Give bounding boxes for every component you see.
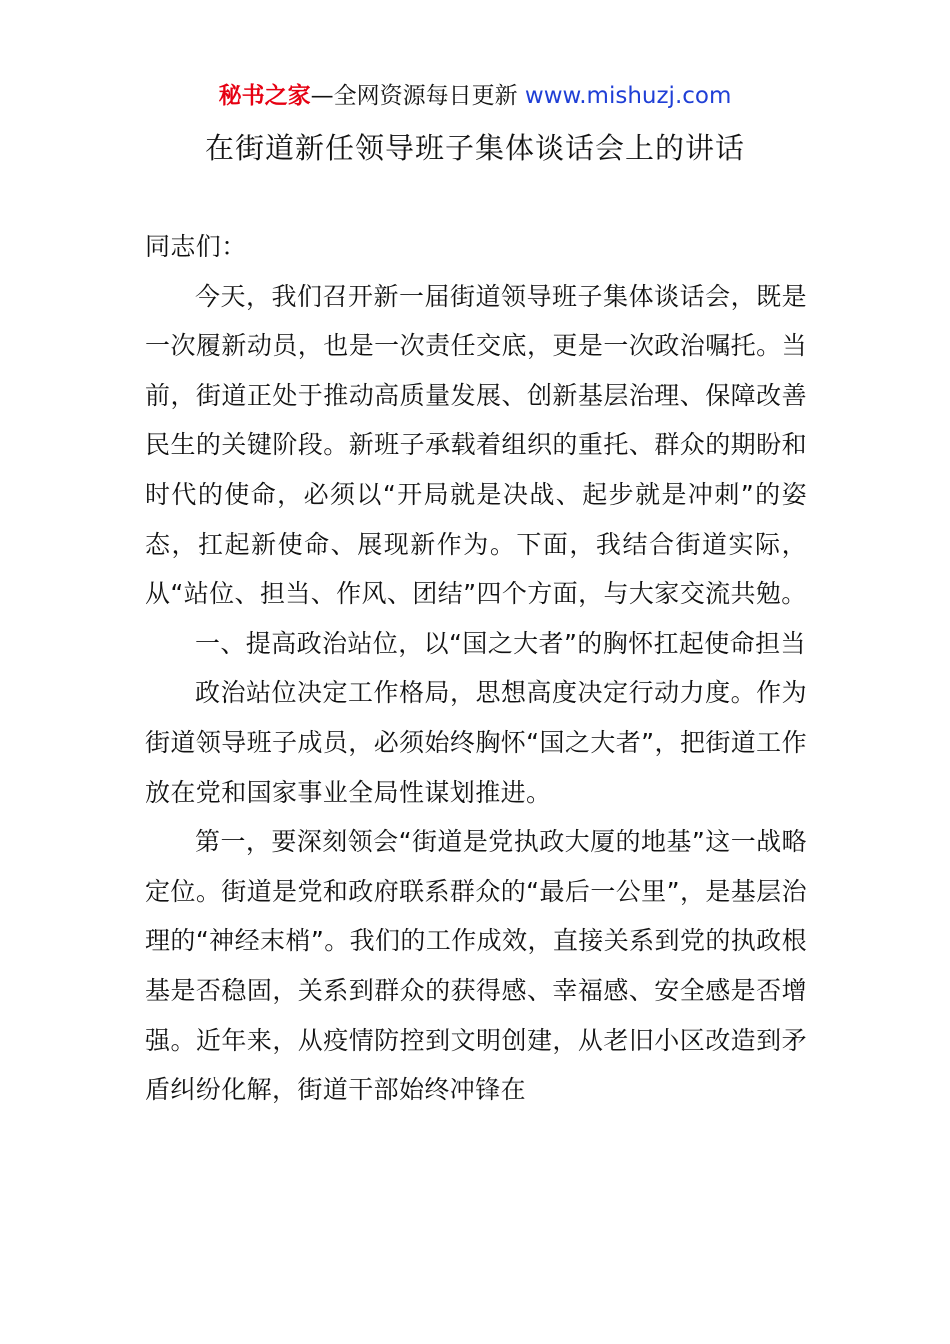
header-tagline: —全网资源每日更新 [310, 83, 525, 109]
salutation: 同志们： [145, 232, 247, 261]
document-title: 在街道新任领导班子集体谈话会上的讲话 [204, 131, 745, 165]
paragraph-intro: 今天，我们召开新一届街道领导班子集体谈话会，既是一次履新动员，也是一次责任交底，更是一次政治嘱托。当前，街道正处于推动高质量发展、创新基层治理、保障改善民生的关键阶段。新班子承载着组织的重托、群众的期盼和时代的使命，必须以“开局就是决战、起步就是冲刺”的姿态，扛起新使命、展现新作为。下面，我结合街道实际，从“站位、担当、作风、团结”四个方面，与大家交流共勉。 [145, 281, 807, 609]
paragraph-section-1-intro: 政治站位决定工作格局，思想高度决定行动力度。作为街道领导班子成员，必须始终胸怀“国之大者”，把街道工作放在党和国家事业全局性谋划推进。 [145, 678, 807, 807]
section-heading-1: 一、提高政治站位，以“国之大者”的胸怀扛起使命担当 [195, 628, 806, 658]
site-header [0, 80, 950, 112]
document-body [145, 222, 807, 1115]
site-url-link[interactable]: www.mishuzj.com [524, 83, 732, 109]
brand-name: 秘书之家 [218, 83, 311, 109]
paragraph-point-1: 第一，要深刻领会“街道是党执政大厦的地基”这一战略定位。街道是党和政府联系群众的“最后一公里”，是基层治理的“神经末梢”。我们的工作成效，直接关系到党的执政根基是否稳固，关系到群众的获得感、幸福感、安全感是否增强。近年来，从疫情防控到文明创建，从老旧小区改造到矛盾纠纷化解，街道干部始终冲锋在 [145, 827, 807, 1105]
